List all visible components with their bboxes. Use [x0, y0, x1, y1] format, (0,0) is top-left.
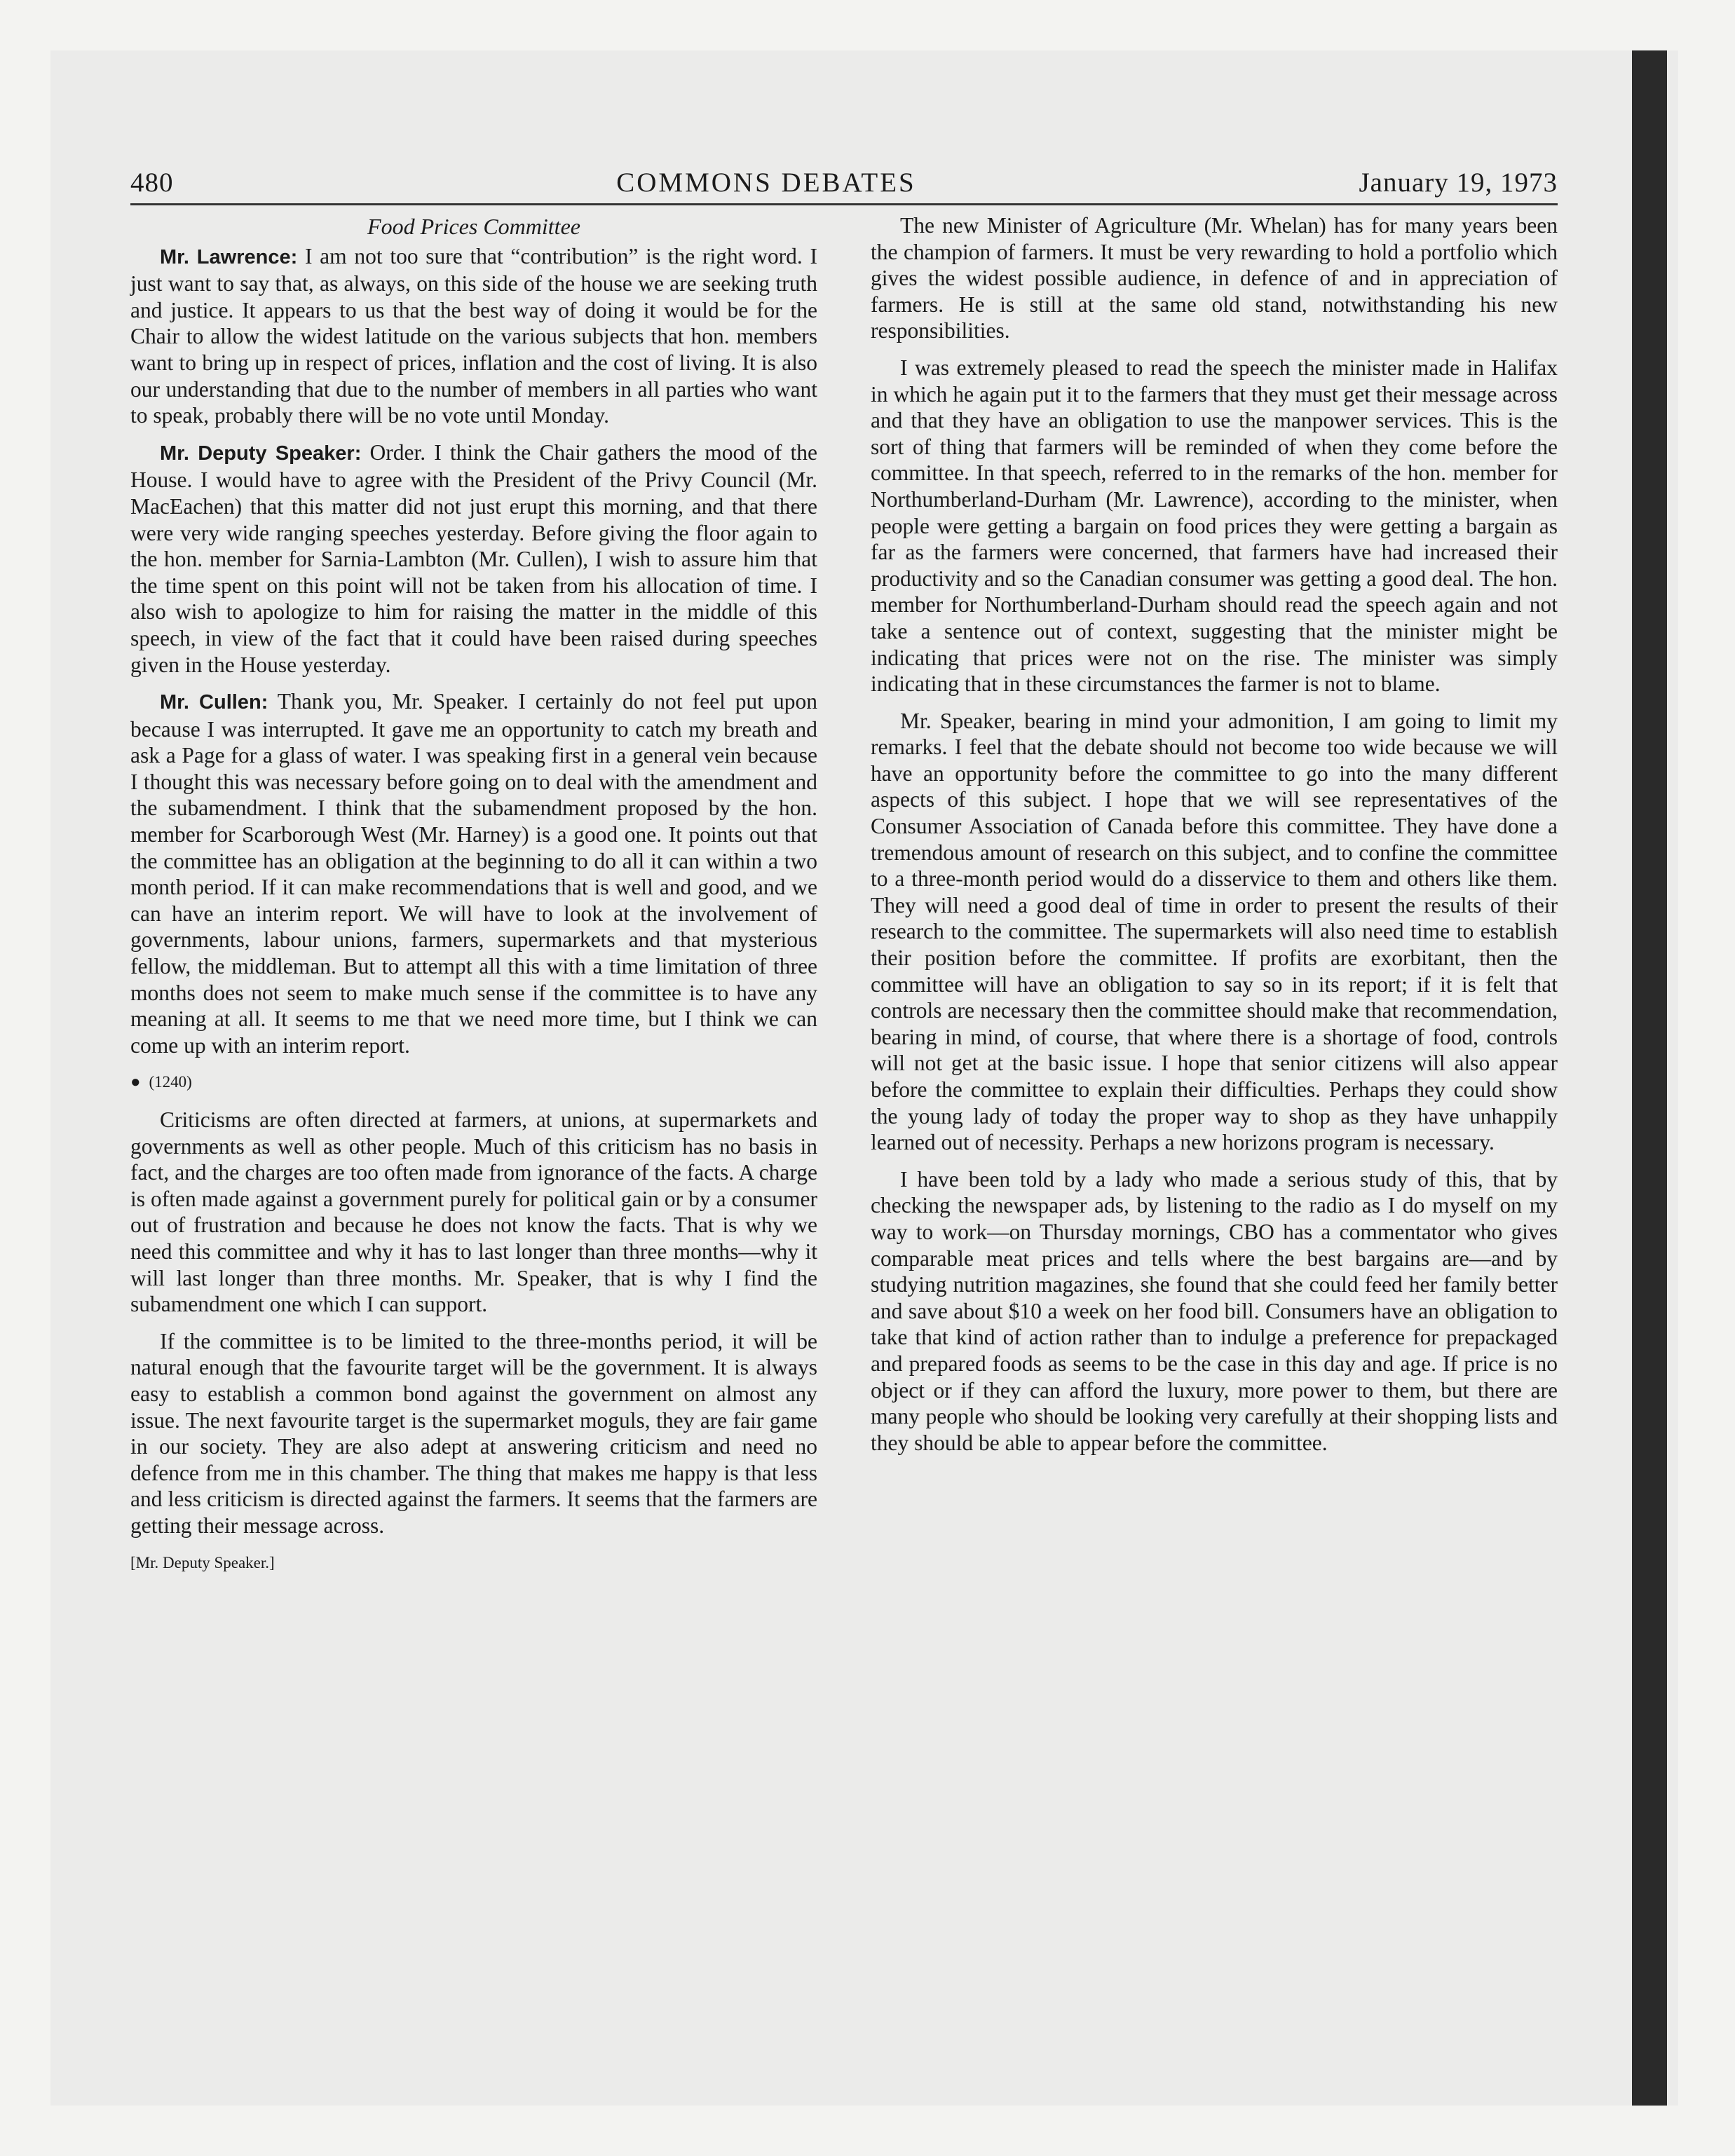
paragraph-text: Thank you, Mr. Speaker. I certainly do not feel put upon because I was interrupted. It gave me an opportunity to catch my breath and ask a Page for a glass of water. I was speaking first in a general vein because I thought this was necessary before going on to deal with the amendment and the subamendment. I think that the subamendment proposed by the hon. member for Scarborough West (Mr. Harney) is a good one. It points out that the committee has an obligation at the beginning to do all it can within a two month period. If it can make recommendations that is well and good, and we can have an interim report. We will have to look at the involvement of governments, labour unions, farmers, supermarkets and that mysterious fellow, the middleman. But to attempt all this with a time limitation of three months does not seem to make much sense if the committee is to have any meaning at all. It seems to me that we need more time, but I think we can come up with an interim report. — [130, 689, 817, 1058]
document-page — [130, 165, 1558, 1586]
paragraph — [130, 688, 817, 1058]
speaker-name: Mr. Lawrence: — [160, 245, 298, 268]
paragraph: Criticisms are often directed at farmers, at unions, at supermarkets and governments as well as other people. Much of this criticism has no basis in fact, and the charges are too often made from ignorance of the facts. A charge is often made against a government purely for political gain or by a consumer out of frustration and because he does not know the facts. That is why we need this committee and why it has to last longer than three months—why it will last longer than three months. Mr. Speaker, that is why I find the subamendment one which I can support. — [130, 1107, 817, 1317]
speaker-name: Mr. Deputy Speaker: — [160, 442, 362, 465]
paragraph-text: Order. I think the Chair gathers the mood of the House. I would have to agree with the President of the Privy Council (Mr. MacEachen) that this matter did not just erupt this morning, and that there were very wide ranging speeches yesterday. Before giving the floor again to the hon. member for Sarnia-Lambton (Mr. Cullen), I wish to assure him that the time spent on this point will not be taken from his allocation of time. I also wish to apologize to him for raising the matter in the middle of this speech, in view of the fact that it could have been raised during speeches given in the House yesterday. — [130, 439, 817, 677]
section-title: Food Prices Committee — [367, 214, 580, 239]
publication-date: January 19, 1973 — [1359, 168, 1558, 198]
paragraph — [130, 243, 817, 429]
bullet-icon: ● — [130, 1073, 141, 1092]
running-head — [130, 165, 1558, 205]
paragraph-text: I am not too sure that “contribution” is the right word. I just want to say that, as always, on this side of the house we are seeking truth and justice. It appears to us that the best way of doing it would be for the Chair to allow the widest latitude on the various subjects that hon. members want to bring up in respect of prices, inflation and the cost of living. It is also our understanding that due to the number of members in all parties who want to speak, probably there will be no vote until Monday. — [130, 243, 817, 428]
two-column-body — [130, 212, 1558, 1586]
scan-edge-shadow — [1632, 50, 1667, 2106]
page-number: 480 — [130, 168, 174, 198]
paragraph: I have been told by a lady who made a serious study of this, that by checking the newspaper ads, by listening to the radio as I do myself on my way to work—on Thursday mornings, CBO has a commentator who gives comparable meat prices and tells where the best bargains are—and by studying nutrition magazines, she found that she could feed her family better and save about $10 a week on her food bill. Consumers have an obligation to take that kind of action rather than to indulge a preference for prepackaged and prepared foods as seems to be the case in this day and age. If price is no object or if they can afford the luxury, more power to them, but there are many people who should be looking very carefully at their shopping lists and they should be able to appear before the committee. — [871, 1166, 1558, 1455]
paragraph: Mr. Speaker, bearing in mind your admonition, I am going to limit my remarks. I feel that the debate should not become too wide because we will have an opportunity before the committee to go into the many different aspects of this subject. I hope that we will see representatives of the Consumer Association of Canada before this committee. They have done a tremendous amount of research on this subject, and to confine the committee to a three-month period would do a disservice to them and others like them. They will need a good deal of time in order to present the results of their research to the committee. The supermarkets will also need time to establish their position before the committee. If profits are exorbitant, then the committee will have an obligation to say so in its report; if it is felt that controls are necessary then the committee should make that recommendation, bearing in mind, of course, that where there is a shortage of food, controls will not get at the basic issue. I hope that senior citizens will also appear before the committee to explain their difficulties. Perhaps they could show the young lady of today the proper way to shop as they have unhappily learned out of necessity. Perhaps a new horizons program is necessary. — [871, 708, 1558, 1155]
time-marker — [130, 1069, 817, 1096]
speaker-footnote: [Mr. Deputy Speaker.] — [130, 1553, 275, 1571]
paragraph: If the committee is to be limited to the three-months period, it will be natural enough that the favourite target will be the government. It is always easy to establish a common bond against the government on almost any issue. The next favourite target is the supermarket moguls, they are fair game in our society. They are also adept at answering criticism and need no defence from me in this chamber. The thing that makes me happy is that less and less criticism is directed against the farmers. It seems that the farmers are getting their message across. — [130, 1328, 817, 1538]
time-marker-text: (1240) — [149, 1073, 192, 1091]
paragraph — [130, 439, 817, 678]
right-column — [871, 212, 1558, 1586]
paragraph: I was extremely pleased to read the speech the minister made in Halifax in which he again put it to the farmers that they must get their message across and that they have an obligation to use the manpower services. This is the sort of thing that farmers will be reminded of when they come before the committee. In that speech, referred to in the remarks of the hon. member for Northumberland-Durham (Mr. Lawrence), according to the minister, when people were getting a bargain on food prices they were getting a bargain as far as the farmers were concerned, that farmers have had increased their productivity and so the Canadian consumer was getting a good deal. The hon. member for Northumberland-Durham should read the speech again and not take a sentence out of context, suggesting that the minister might be indicating that prices were not on the rise. The minister was simply indicating that in these circumstances the farmer is not to blame. — [871, 355, 1558, 697]
paragraph: The new Minister of Agriculture (Mr. Whelan) has for many years been the champion of farmers. It must be very rewarding to hold a portfolio which gives the widest possible audience, in defence of and in appreciation of farmers. He is still at the same old stand, notwithstanding his new responsibilities. — [871, 213, 1558, 343]
left-column — [130, 212, 817, 1586]
publication-title: COMMONS DEBATES — [616, 168, 916, 198]
speaker-name: Mr. Cullen: — [160, 691, 268, 714]
